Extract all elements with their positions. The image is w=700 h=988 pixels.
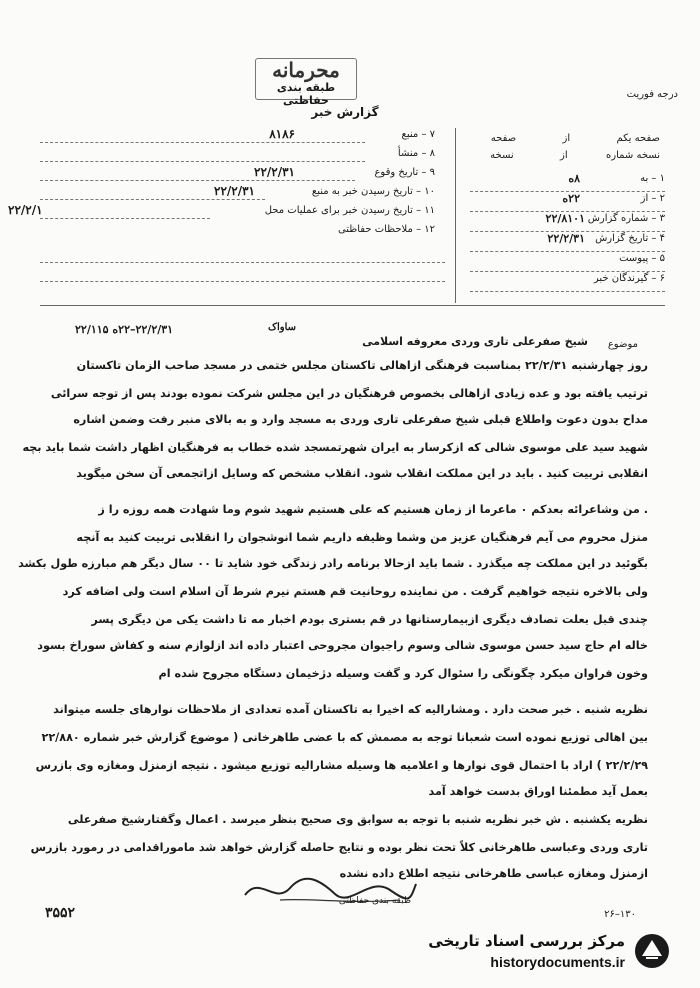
body-line: ازمنزل ومغازه عباسی طاهرخانی نتیجه اطلاع داده نشده [339, 867, 648, 880]
body-line: انقلابی تربیت کنید . باید در این مملکت انقلاب شود. انقلاب مشخص که وسایل ازاتجمعی آن سخن میگوید [76, 467, 648, 480]
left-form-row: ۱۱ – تاریخ رسیدن خبر برای عملیات محل ۲۲/۲/۱ [8, 203, 435, 217]
form-divider [455, 128, 456, 303]
report-title: گزارش خبر [311, 105, 379, 119]
document-code: ۳۵۵۲ [45, 905, 76, 921]
subject-text: شیخ صفرعلی تاری وردی معروفه اسلامی [362, 335, 588, 348]
body-line: بعمل آید مطمئنا اوراق بدست خواهد آمد [428, 785, 648, 798]
left-form-row: ۱۰ – تاریخ رسیدن خبر به منبع ۲۲/۲/۳۱ [40, 185, 445, 204]
reference-prefix: ساواک [268, 322, 296, 333]
right-form-divider [470, 168, 665, 169]
page-count-row: صفحه یکم از صفحه [490, 133, 660, 144]
right-form-row: ۱ – به ۸ه [470, 172, 665, 192]
body-line: بگوئید در این مملکت چه میگذرد . شما باید ازحالا برنامه رادر زندگی خود شاید تا ۰۰ سال دیگر هم مبارزه طول بکشد [18, 557, 648, 570]
body-line: نظریه شنبه . خبر صحت دارد . ومشارالیه که اخیرا به تاکستان آمده تعدادی از ملاحظات نوارهای جلسه میتواند [53, 703, 648, 716]
body-line: روز چهارشنبه ۲۲/۲/۳۱ بمناسبت فرهنگی ازاهالی تاکستان مجلس ختمی در مسجد صاحب الزمان تاکستان [76, 359, 648, 372]
body-line: ترتیب یافته بود و عده زیادی ازاهالی بخصوص فرهنگیان در این مجلس شرکت نموده بودند پس از توجه سرائی [50, 387, 648, 400]
left-form-row: ۷ – منبع ۸۱۸۶ [40, 128, 445, 147]
right-form-rows [470, 172, 665, 292]
body-line: نظریه یکشنبه . ش خبر نظریه شنبه با توجه به سوابق وی صحیح بنظر میرسد . اعمال وگفتارشیخ صفرعلی [67, 813, 648, 826]
right-form-row: ۶ – گیرندگان خبر [470, 272, 665, 292]
right-form-row: ۴ – تاریخ گزارش ۲۲/۲/۳۱ [470, 232, 665, 252]
right-form-row: ۲ – از ۲۲ه [470, 192, 665, 212]
copy-count-row: نسخه شماره از نسخه [490, 150, 660, 161]
right-form-row: ۵ – پیوست [470, 252, 665, 272]
header-divider [40, 305, 665, 306]
body-line: ۲۲/۲/۲۹ ) اراد با احتمال قوی نوارها و اعلامیه ها وسیله مشارالیه توزیع میشود . نتیجه ازمنزل ومغازه وی بازرس [35, 759, 648, 772]
classification-stamp [255, 58, 357, 107]
body-line: منزل محروم می آیم فرهنگیان عزیز من وشما وظیفه داریم شما انوشجوان را انقلابی تربیت کنید به آنچه [76, 531, 648, 544]
reference-number: ۲۲/۲/۳۱–۲۲ه ۲۲/۱۱۵ [75, 323, 174, 336]
body-line: وخون فراوان میکرد چگونگی را سئوال کرد و گفت وسیله دژخیمان دستگاه مجروح شده ام [158, 667, 648, 680]
body-line: خاله ام حاج سید حسن موسوی شالی وسوم راجیوان مجروحی اعتبار داده اند ازلوازم سنه و کفاش سوراخ بسود [37, 639, 648, 652]
body-line: . من وشاعرائه بعدکم ۰ ماعرما از زمان هستیم که علی هستیم شهید شوم وما شهادت همه روزه را ز [98, 503, 648, 516]
body-line: ولی بالاخره نتیجه خواهیم گرفت . من نماینده روحانیت قم هستم نیرم شرط آن اسلام است ولی اضافه کرد [62, 585, 648, 598]
watermark-url: historydocuments.ir [490, 954, 625, 970]
right-form-row: ۳ – شماره گزارش ۲۲/۸۱۰۱ [470, 212, 665, 232]
archive-logo-icon [630, 932, 674, 970]
body-line: تاری وردی وعباسی طاهرخانی کلاً تحت نظر بوده و نتایج حاصله گزارش خواهد شد ماموراقدامی در رمورد بازرس [30, 841, 648, 854]
stamp-subtitle: طبقه بندی حفاظتی [276, 81, 336, 107]
body-line: شهید سید علی موسوی شالی که ازکرسار به ایران شهرتمسجد شده خطاب به فرهنگیان اظهار داشت شما باید بچه [22, 441, 648, 454]
left-form-rows [8, 127, 445, 282]
left-form-row: ۱۲ – ملاحظات حفاظتی [337, 224, 435, 235]
body-line: بین اهالی توزیع نموده است شعبانا توجه به مصمش که با عضی طاهرخانی ( موضوع گزارش خبر شماره ۲۲/۸۸۰ [41, 731, 648, 744]
stamp-handwritten-title: محرمانه [272, 58, 340, 82]
watermark-title: مرکز بررسی اسناد تاریخی [428, 932, 625, 950]
body-line: مداح بدون دعوت واطلاع قبلی شیخ صفرعلی تاری وردی به مسجد وارد و به بالای منبر رفت وضمن اشاره [73, 413, 648, 426]
page-code: ۲۶–۱۳۰ [604, 909, 636, 920]
left-form-row: ۸ – منشأ [40, 147, 445, 166]
left-form-row: ۹ – تاریخ وقوع ۲۲/۲/۳۱ [40, 166, 445, 185]
body-line: چندی قبل بعلت تصادف دیگری ازبیمارستانها در قم بستری بودم اخبار مه تا داشت یکی من دیگری پسر [91, 613, 648, 626]
priority-label: درجه فوریت [626, 89, 678, 100]
signature-label: طبقه بندی حفاظتی [338, 896, 412, 906]
subject-label: موضوع [607, 339, 638, 350]
